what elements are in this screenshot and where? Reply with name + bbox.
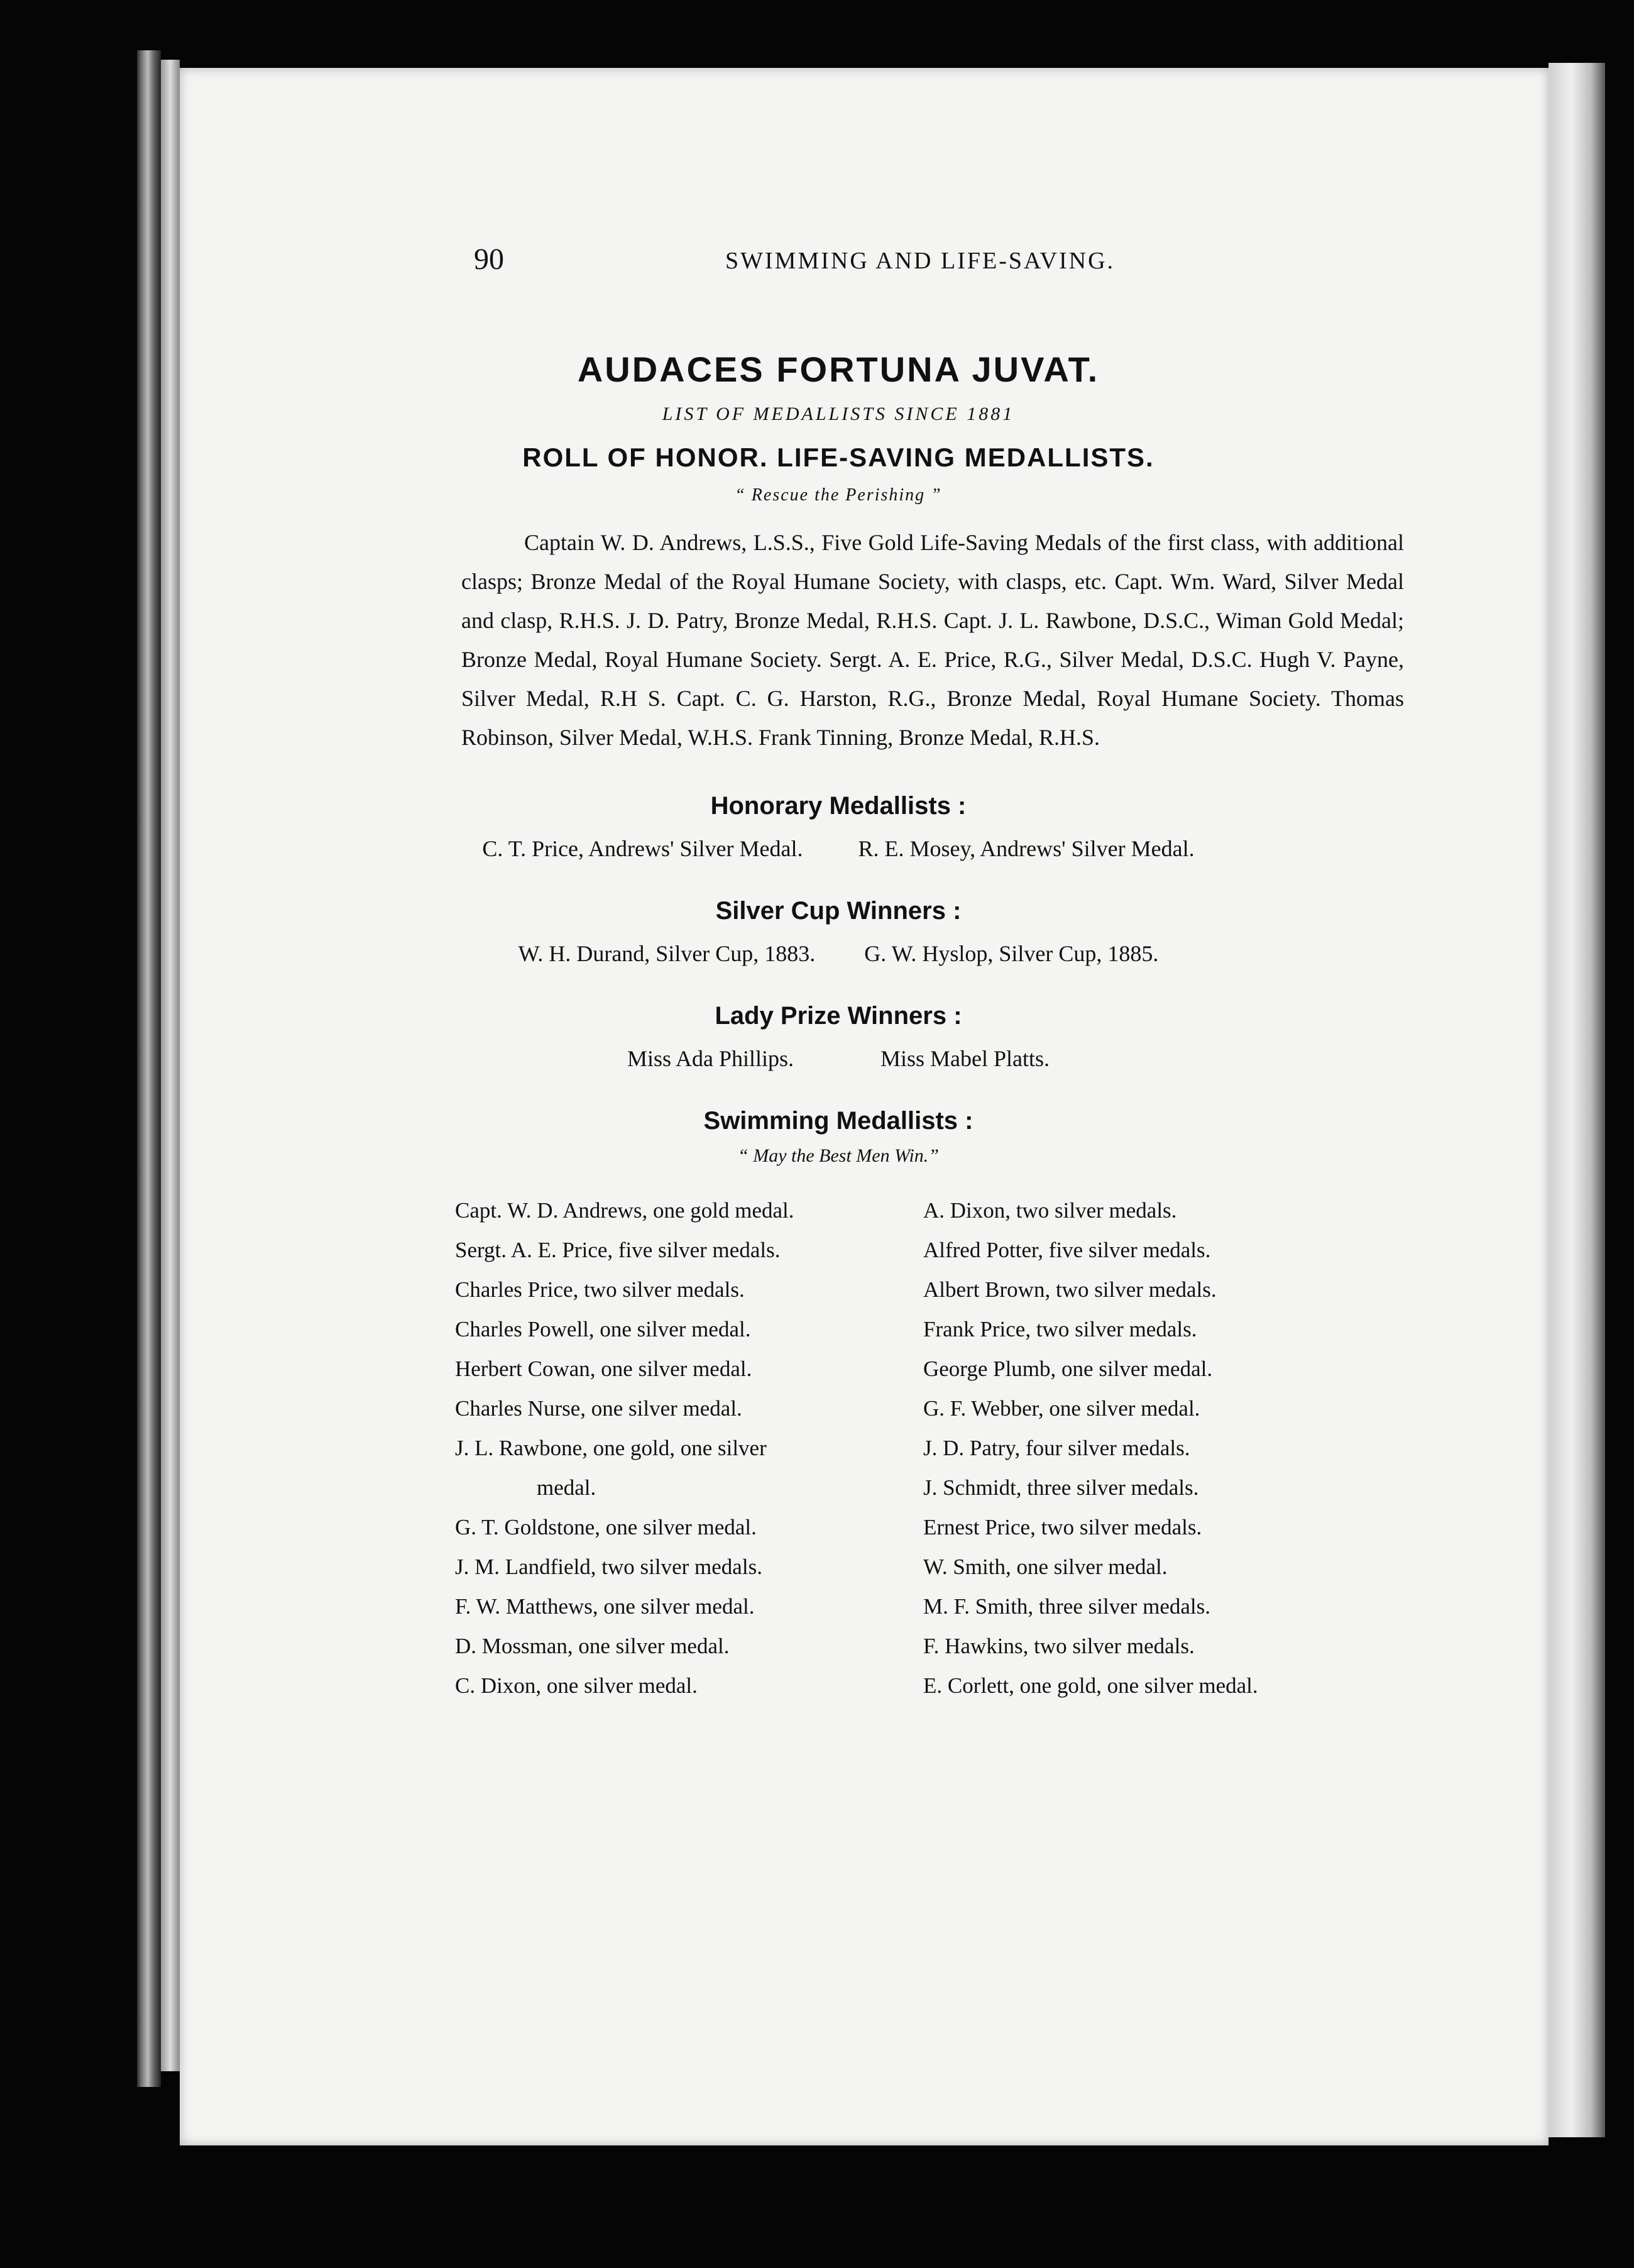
list-item: W. Smith, one silver medal. — [923, 1555, 1168, 1579]
book-spine-edge — [137, 50, 161, 2087]
swimming-medallists-left-column — [455, 1191, 914, 1705]
lady-prize-winner-right: Miss Mabel Platts. — [880, 1046, 1050, 1071]
book-page-stack — [161, 60, 180, 2071]
list-item: F. Hawkins, two silver medals. — [923, 1634, 1195, 1658]
running-title: SWIMMING AND LIFE-SAVING. — [725, 248, 1116, 274]
list-item: Frank Price, two silver medals. — [923, 1317, 1197, 1341]
list-item: F. W. Matthews, one silver medal. — [455, 1594, 755, 1619]
list-item: Sergt. A. E. Price, five silver medals. — [455, 1238, 781, 1262]
list-item: J. D. Patry, four silver medals. — [923, 1436, 1190, 1460]
list-item: A. Dixon, two silver medals. — [923, 1198, 1177, 1223]
page-content — [285, 242, 1404, 1698]
roll-of-honor-heading: ROLL OF HONOR. LIFE-SAVING MEDALLISTS. — [522, 443, 1154, 472]
list-item: C. Dixon, one silver medal. — [455, 1673, 698, 1698]
honorary-medallists-line — [285, 835, 1391, 862]
list-item: Ernest Price, two silver medals. — [923, 1515, 1202, 1539]
list-item: Charles Powell, one silver medal. — [455, 1317, 751, 1341]
honorary-medallist-right: R. E. Mosey, Andrews' Silver Medal. — [858, 836, 1195, 861]
lady-prize-winner-left: Miss Ada Phillips. — [627, 1046, 794, 1071]
list-item: D. Mossman, one silver medal. — [455, 1634, 730, 1658]
list-item: Charles Nurse, one silver medal. — [455, 1396, 742, 1421]
honorary-medallist-left: C. T. Price, Andrews' Silver Medal. — [482, 836, 803, 861]
list-item: E. Corlett, one gold, one silver medal. — [923, 1673, 1258, 1698]
list-item: G. T. Goldstone, one silver medal. — [455, 1515, 757, 1539]
life-saving-medallists-paragraph: Captain W. D. Andrews, L.S.S., Five Gold Life-Saving Medals of the first class, with additional clasps; Bronze Medal of the Royal Humane Society, with clasps, etc. Capt. Wm. Ward, Silver Medal and clasp, R.H.S. J. D. Patry, Bronze Medal, R.H.S. Capt. J. L. Rawbone, D.S.C., Wiman Gold Medal; Bronze Medal, Royal Humane Society. Sergt. A. E. Price, R.G., Silver Medal, D.S.C. Hugh V. Payne, Silver Medal, R.H S. Capt. C. G. Harston, R.G., Bronze Medal, Royal Humane Society. Thomas Robinson, Silver Medal, W.H.S. Frank Tinning, Bronze Medal, R.H.S. — [461, 530, 1404, 750]
roll-of-honor-motto: “ Rescue the Perishing ” — [735, 485, 942, 505]
running-head — [285, 242, 1391, 292]
latin-motto-heading: AUDACES FORTUNA JUVAT. — [577, 350, 1100, 389]
list-item: Capt. W. D. Andrews, one gold medal. — [455, 1198, 794, 1223]
list-item: J. Schmidt, three silver medals. — [923, 1475, 1199, 1500]
list-item-continuation: medal. — [537, 1475, 596, 1500]
swimming-medallists-right-column — [923, 1191, 1426, 1705]
swimming-medallists-heading: Swimming Medallists : — [703, 1107, 973, 1135]
list-subtitle: LIST OF MEDALLISTS SINCE 1881 — [662, 404, 1015, 424]
silver-cup-winners-heading: Silver Cup Winners : — [715, 897, 962, 925]
honorary-medallists-heading: Honorary Medallists : — [710, 792, 967, 820]
list-item: George Plumb, one silver medal. — [923, 1357, 1213, 1381]
list-item: Herbert Cowan, one silver medal. — [455, 1357, 752, 1381]
list-item: J. L. Rawbone, one gold, one silver — [455, 1436, 767, 1460]
list-item: Alfred Potter, five silver medals. — [923, 1238, 1211, 1262]
list-item: Charles Price, two silver medals. — [455, 1277, 745, 1302]
list-item: J. M. Landfield, two silver medals. — [455, 1555, 762, 1579]
lady-prize-winners-heading: Lady Prize Winners : — [715, 1002, 962, 1030]
facing-page-edge — [1549, 63, 1605, 2137]
silver-cup-winners-line — [285, 940, 1391, 967]
swimming-medallists-motto: “ May the Best Men Win.” — [738, 1145, 939, 1166]
page-number: 90 — [474, 243, 504, 276]
lady-prize-winners-line — [285, 1045, 1391, 1072]
silver-cup-winner-left: W. H. Durand, Silver Cup, 1883. — [518, 941, 816, 966]
silver-cup-winner-right: G. W. Hyslop, Silver Cup, 1885. — [864, 941, 1159, 966]
list-item: M. F. Smith, three silver medals. — [923, 1594, 1211, 1619]
list-item: Albert Brown, two silver medals. — [923, 1277, 1217, 1302]
list-item: G. F. Webber, one silver medal. — [923, 1396, 1200, 1421]
